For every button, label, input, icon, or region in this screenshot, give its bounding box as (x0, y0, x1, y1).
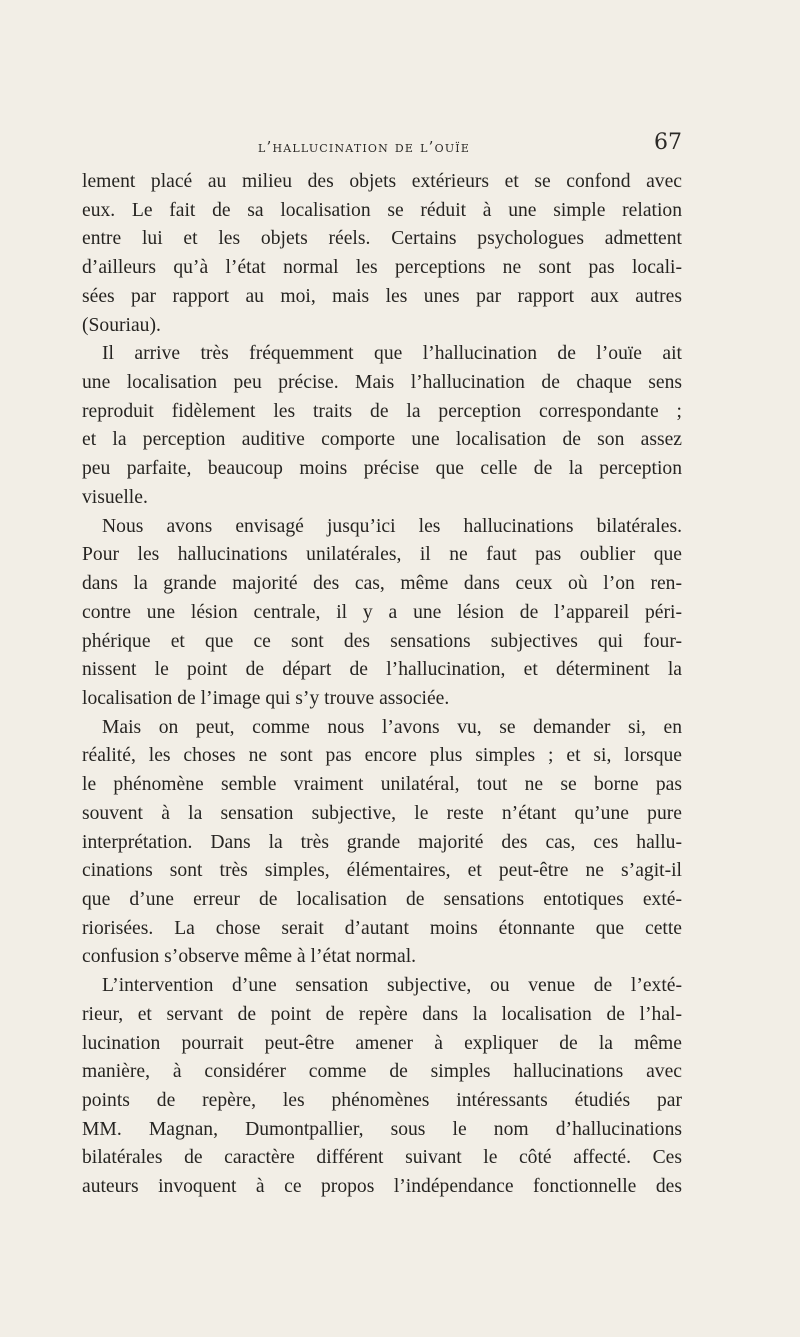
text-line: L’intervention d’une sensation subjective, ou venue de l’exté- (102, 975, 682, 997)
text-line: nissent le point de départ de l’hallucination, et déterminent la (82, 659, 682, 681)
running-title: l’hallucination de l’ouïe (258, 138, 471, 156)
text-line: contre une lésion centrale, il y a une lésion de l’appareil péri- (82, 601, 682, 623)
text-line: d’ailleurs qu’à l’état normal les perceptions ne sont pas locali- (82, 257, 682, 279)
text-line: dans la grande majorité des cas, même dans ceux où l’on ren- (82, 573, 682, 595)
text-line: auteurs invoquent à ce propos l’indépendance fonctionnelle des (82, 1176, 682, 1198)
text-line: Nous avons envisagé jusqu’ici les hallucinations bilatérales. (102, 515, 682, 537)
text-line: sées par rapport au moi, mais les unes par rapport aux autres (82, 285, 682, 307)
text-line: (Souriau). (82, 314, 161, 336)
text-line: une localisation peu précise. Mais l’hallucination de chaque sens (82, 372, 682, 394)
text-line: bilatérales de caractère différent suivant le côté affecté. Ces (82, 1147, 682, 1169)
text-line: cinations sont très simples, élémentaires, et peut-être ne s’agit-il (82, 860, 682, 882)
text-line: Pour les hallucinations unilatérales, il ne faut pas oublier que (82, 544, 682, 566)
text-line: Il arrive très fréquemment que l’hallucination de l’ouïe ait (102, 343, 682, 365)
body-text (82, 168, 682, 1202)
text-line: que d’une erreur de localisation de sensations entotiques exté- (82, 888, 682, 910)
text-line: entre lui et les objets réels. Certains psychologues admettent (82, 228, 682, 250)
text-line: lement placé au milieu des objets extérieurs et se confond avec (82, 171, 682, 192)
text-line: visuelle. (82, 486, 148, 508)
text-line: interprétation. Dans la très grande majorité des cas, ces hallu- (82, 831, 682, 853)
text-line: confusion s’observe même à l’état normal. (82, 946, 417, 968)
text-line: phérique et que ce sont des sensations subjectives qui four- (82, 630, 682, 652)
text-line: reproduit fidèlement les traits de la perception correspondante ; (82, 400, 682, 422)
running-head (82, 130, 682, 164)
page-number: 67 (654, 130, 682, 155)
text-line: manière, à considérer comme de simples hallucinations avec (82, 1061, 682, 1083)
text-line: le phénomène semble vraiment unilatéral, tout ne se borne pas (82, 774, 682, 796)
text-line: localisation de l’image qui s’y trouve associée. (82, 687, 450, 709)
text-line: réalité, les choses ne sont pas encore plus simples ; et si, lorsque (82, 745, 682, 767)
text-line: souvent à la sensation subjective, le reste n’étant qu’une pure (82, 802, 682, 824)
text-line: rieur, et servant de point de repère dans la localisation de l’hal- (82, 1003, 682, 1025)
text-line: MM. Magnan, Dumontpallier, sous le nom d’hallucinations (82, 1118, 682, 1140)
text-line: lucination pourrait peut-être amener à expliquer de la même (82, 1032, 682, 1054)
text-line: eux. Le fait de sa localisation se réduit à une simple relation (82, 199, 682, 221)
text-line: Mais on peut, comme nous l’avons vu, se demander si, en (102, 716, 682, 738)
text-line: et la perception auditive comporte une localisation de son assez (82, 429, 682, 451)
text-line: points de repère, les phénomènes intéressants étudiés par (82, 1090, 682, 1111)
text-line: riorisées. La chose serait d’autant moins étonnante que cette (82, 917, 682, 939)
text-line: peu parfaite, beaucoup moins précise que celle de la perception (82, 458, 682, 480)
